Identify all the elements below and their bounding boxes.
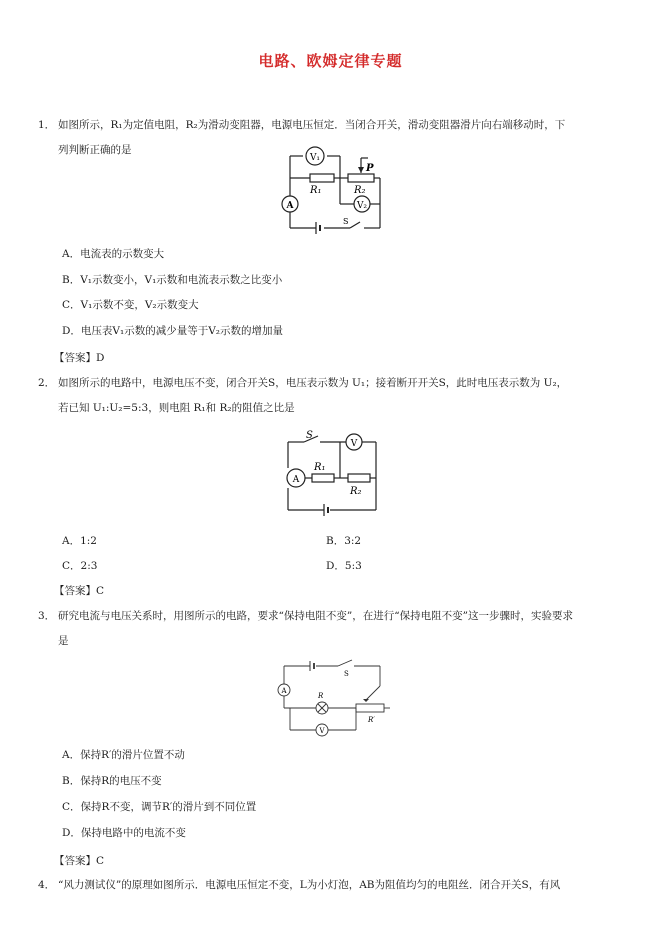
voltmeter-label: V — [350, 439, 358, 449]
option-d: D．电压表V₁示数的减少量等于V₂示数的增加量 — [62, 325, 284, 337]
question-2 — [38, 376, 567, 390]
answer-2: 【答案】C — [54, 585, 105, 597]
answer-3: 【答案】C — [54, 855, 105, 867]
ammeter-label: A — [281, 687, 287, 695]
question-text: “风力测试仪”的原理如图所示．电源电压恒定不变，L为小灯泡，AB为阻值均匀的电阻丝．闭合开关S，有风 — [58, 879, 561, 891]
switch-s-label: S — [344, 670, 349, 678]
option-b: B．V₁示数变小，V₁示数和电流表示数之比变小 — [62, 274, 283, 286]
ammeter-label: A — [286, 201, 294, 211]
circuit-figure-1 — [276, 136, 396, 240]
question-number: 3． — [38, 610, 56, 622]
r2-label: R₂ — [350, 486, 362, 497]
question-1 — [38, 118, 565, 132]
rheostat-label: R′ — [368, 716, 375, 724]
ammeter-label: A — [292, 475, 300, 485]
voltmeter-v1-label: V₁ — [309, 153, 321, 163]
option-a: A．1:2 — [62, 535, 97, 547]
question-text-cont: 是 — [58, 635, 69, 647]
switch-s-label: S — [306, 430, 313, 441]
option-c: C．V₁示数不变，V₂示数变大 — [62, 299, 199, 311]
r1-label: R₁ — [314, 462, 326, 473]
question-number: 1． — [38, 119, 56, 131]
option-a: A．电流表的示数变大 — [62, 248, 165, 260]
option-d: D．5:3 — [326, 560, 362, 572]
answer-1: 【答案】D — [54, 352, 105, 364]
question-text-cont: 若已知 U₁:U₂=5:3，则电阻 R₁和 R₂的阻值之比是 — [58, 402, 295, 414]
option-b: B．保持R的电压不变 — [62, 775, 162, 787]
option-b: B．3:2 — [326, 535, 362, 547]
r-label: R — [318, 692, 324, 700]
question-4 — [38, 878, 560, 892]
option-d: D．保持电路中的电流不变 — [62, 827, 186, 839]
question-number: 4． — [38, 879, 56, 891]
r2-label: R₂ — [354, 185, 366, 196]
question-number: 2． — [38, 377, 56, 389]
slider-p-label: P — [366, 163, 374, 174]
question-text: 如图所示，R₁为定值电阻，R₂为滑动变阻器，电源电压恒定．当闭合开关，滑动变阻器滑片向右端移动时，下 — [58, 119, 566, 131]
option-a: A．保持R′的滑片位置不动 — [62, 749, 185, 761]
page-title: 电路、欧姆定律专题 — [258, 52, 403, 70]
voltmeter-v2-label: V₂ — [356, 201, 368, 211]
question-text: 研究电流与电压关系时，用图所示的电路，要求“保持电阻不变”，在进行“保持电阻不变”这一步骤时，实验要求 — [58, 610, 573, 622]
option-c: C．2:3 — [62, 560, 98, 572]
circuit-figure-3 — [270, 656, 400, 744]
circuit-figure-2 — [278, 430, 390, 522]
voltmeter-label: V — [319, 727, 325, 735]
question-text: 如图所示的电路中，电源电压不变，闭合开关S，电压表示数为 U₁；接着断开开关S，此时电压表示数为 U₂， — [58, 377, 568, 389]
question-3 — [38, 609, 573, 623]
question-text-cont: 列判断正确的是 — [58, 144, 132, 156]
r1-label: R₁ — [310, 185, 322, 196]
switch-s-label: S — [343, 217, 349, 226]
option-c: C．保持R不变，调节R′的滑片到不同位置 — [62, 801, 257, 813]
